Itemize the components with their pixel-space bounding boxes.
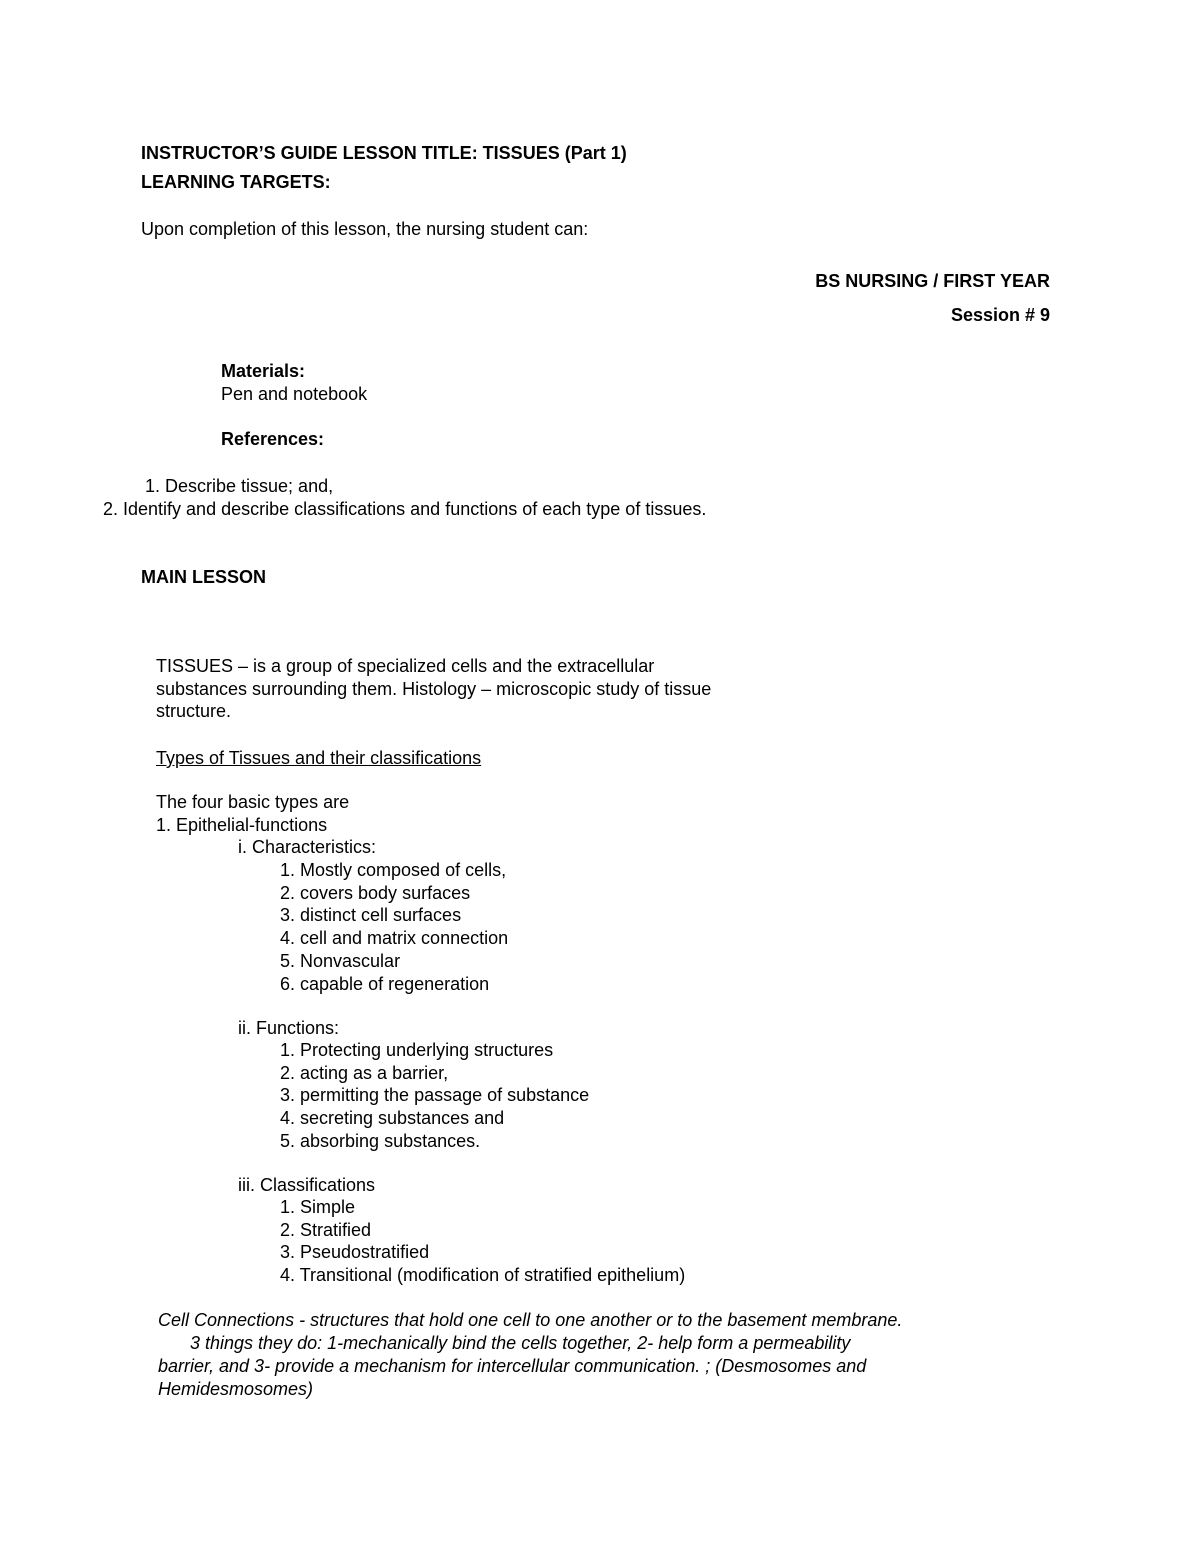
types-heading: Types of Tissues and their classifications xyxy=(156,748,482,768)
main-lesson-heading: MAIN LESSON xyxy=(141,567,267,587)
list-item: 1. Mostly composed of cells, xyxy=(280,860,507,880)
list-item: 5. absorbing substances. xyxy=(280,1130,481,1151)
learning-targets-heading: LEARNING TARGETS: xyxy=(141,172,331,192)
definition-line: TISSUES – is a group of specialized cells and the extracellular xyxy=(156,656,655,676)
list-item: 4. Transitional (modification of stratified epithelium) xyxy=(280,1265,686,1286)
materials-text: Pen and notebook xyxy=(221,384,368,404)
cell-connections-line: 3 things they do: 1-mechanically bind the cells together, 2- help form a permeability xyxy=(190,1333,851,1353)
list-item: 1. Simple xyxy=(280,1197,356,1217)
functions-heading: ii. Functions: xyxy=(238,1018,340,1038)
list-item: 3. distinct cell surfaces xyxy=(280,905,462,926)
list-item: 4. secreting substances and xyxy=(280,1108,505,1129)
references-heading: References: xyxy=(221,429,325,449)
functions-list xyxy=(280,1039,589,1153)
cell-connections-line: Cell Connections - structures that hold one cell to one another or to the basement membrane. xyxy=(158,1310,903,1330)
program-label: BS NURSING / FIRST YEAR xyxy=(815,271,1050,291)
characteristics-list xyxy=(280,859,508,995)
four-basic-types: The four basic types are xyxy=(156,792,350,812)
intro-text: Upon completion of this lesson, the nursing student can: xyxy=(141,219,589,239)
list-item: 5. Nonvascular xyxy=(280,950,401,971)
list-item: 6. capable of regeneration xyxy=(280,973,490,994)
tissue-definition xyxy=(156,655,711,723)
target-item: 2. Identify and describe classifications and functions of each type of tissues. xyxy=(103,499,707,519)
list-item: 4. cell and matrix connection xyxy=(280,928,509,949)
target-item: 1. Describe tissue; and, xyxy=(145,476,334,496)
cell-connections-line: barrier, and 3- provide a mechanism for intercellular communication. ; (Desmosomes and xyxy=(158,1356,867,1376)
lesson-title: INSTRUCTOR’S GUIDE LESSON TITLE: TISSUES (Part 1) xyxy=(141,143,627,163)
list-item: 2. Stratified xyxy=(280,1219,372,1240)
cell-connections-line: Hemidesmosomes) xyxy=(158,1379,314,1399)
list-item: 2. covers body surfaces xyxy=(280,882,471,903)
definition-line: structure. xyxy=(156,701,232,722)
list-item: 2. acting as a barrier, xyxy=(280,1062,449,1083)
classifications-heading: iii. Classifications xyxy=(238,1175,376,1195)
definition-line: substances surrounding them. Histology – microscopic study of tissue xyxy=(156,678,712,699)
classifications-list xyxy=(280,1196,685,1287)
session-label: Session # 9 xyxy=(950,305,1050,325)
list-item: 3. Pseudostratified xyxy=(280,1242,430,1263)
list-item: 1. Protecting underlying structures xyxy=(280,1040,554,1060)
epithelial-heading: 1. Epithelial-functions xyxy=(156,815,328,835)
materials-heading: Materials: xyxy=(221,361,306,381)
list-item: 3. permitting the passage of substance xyxy=(280,1085,590,1106)
characteristics-heading: i. Characteristics: xyxy=(238,837,377,857)
